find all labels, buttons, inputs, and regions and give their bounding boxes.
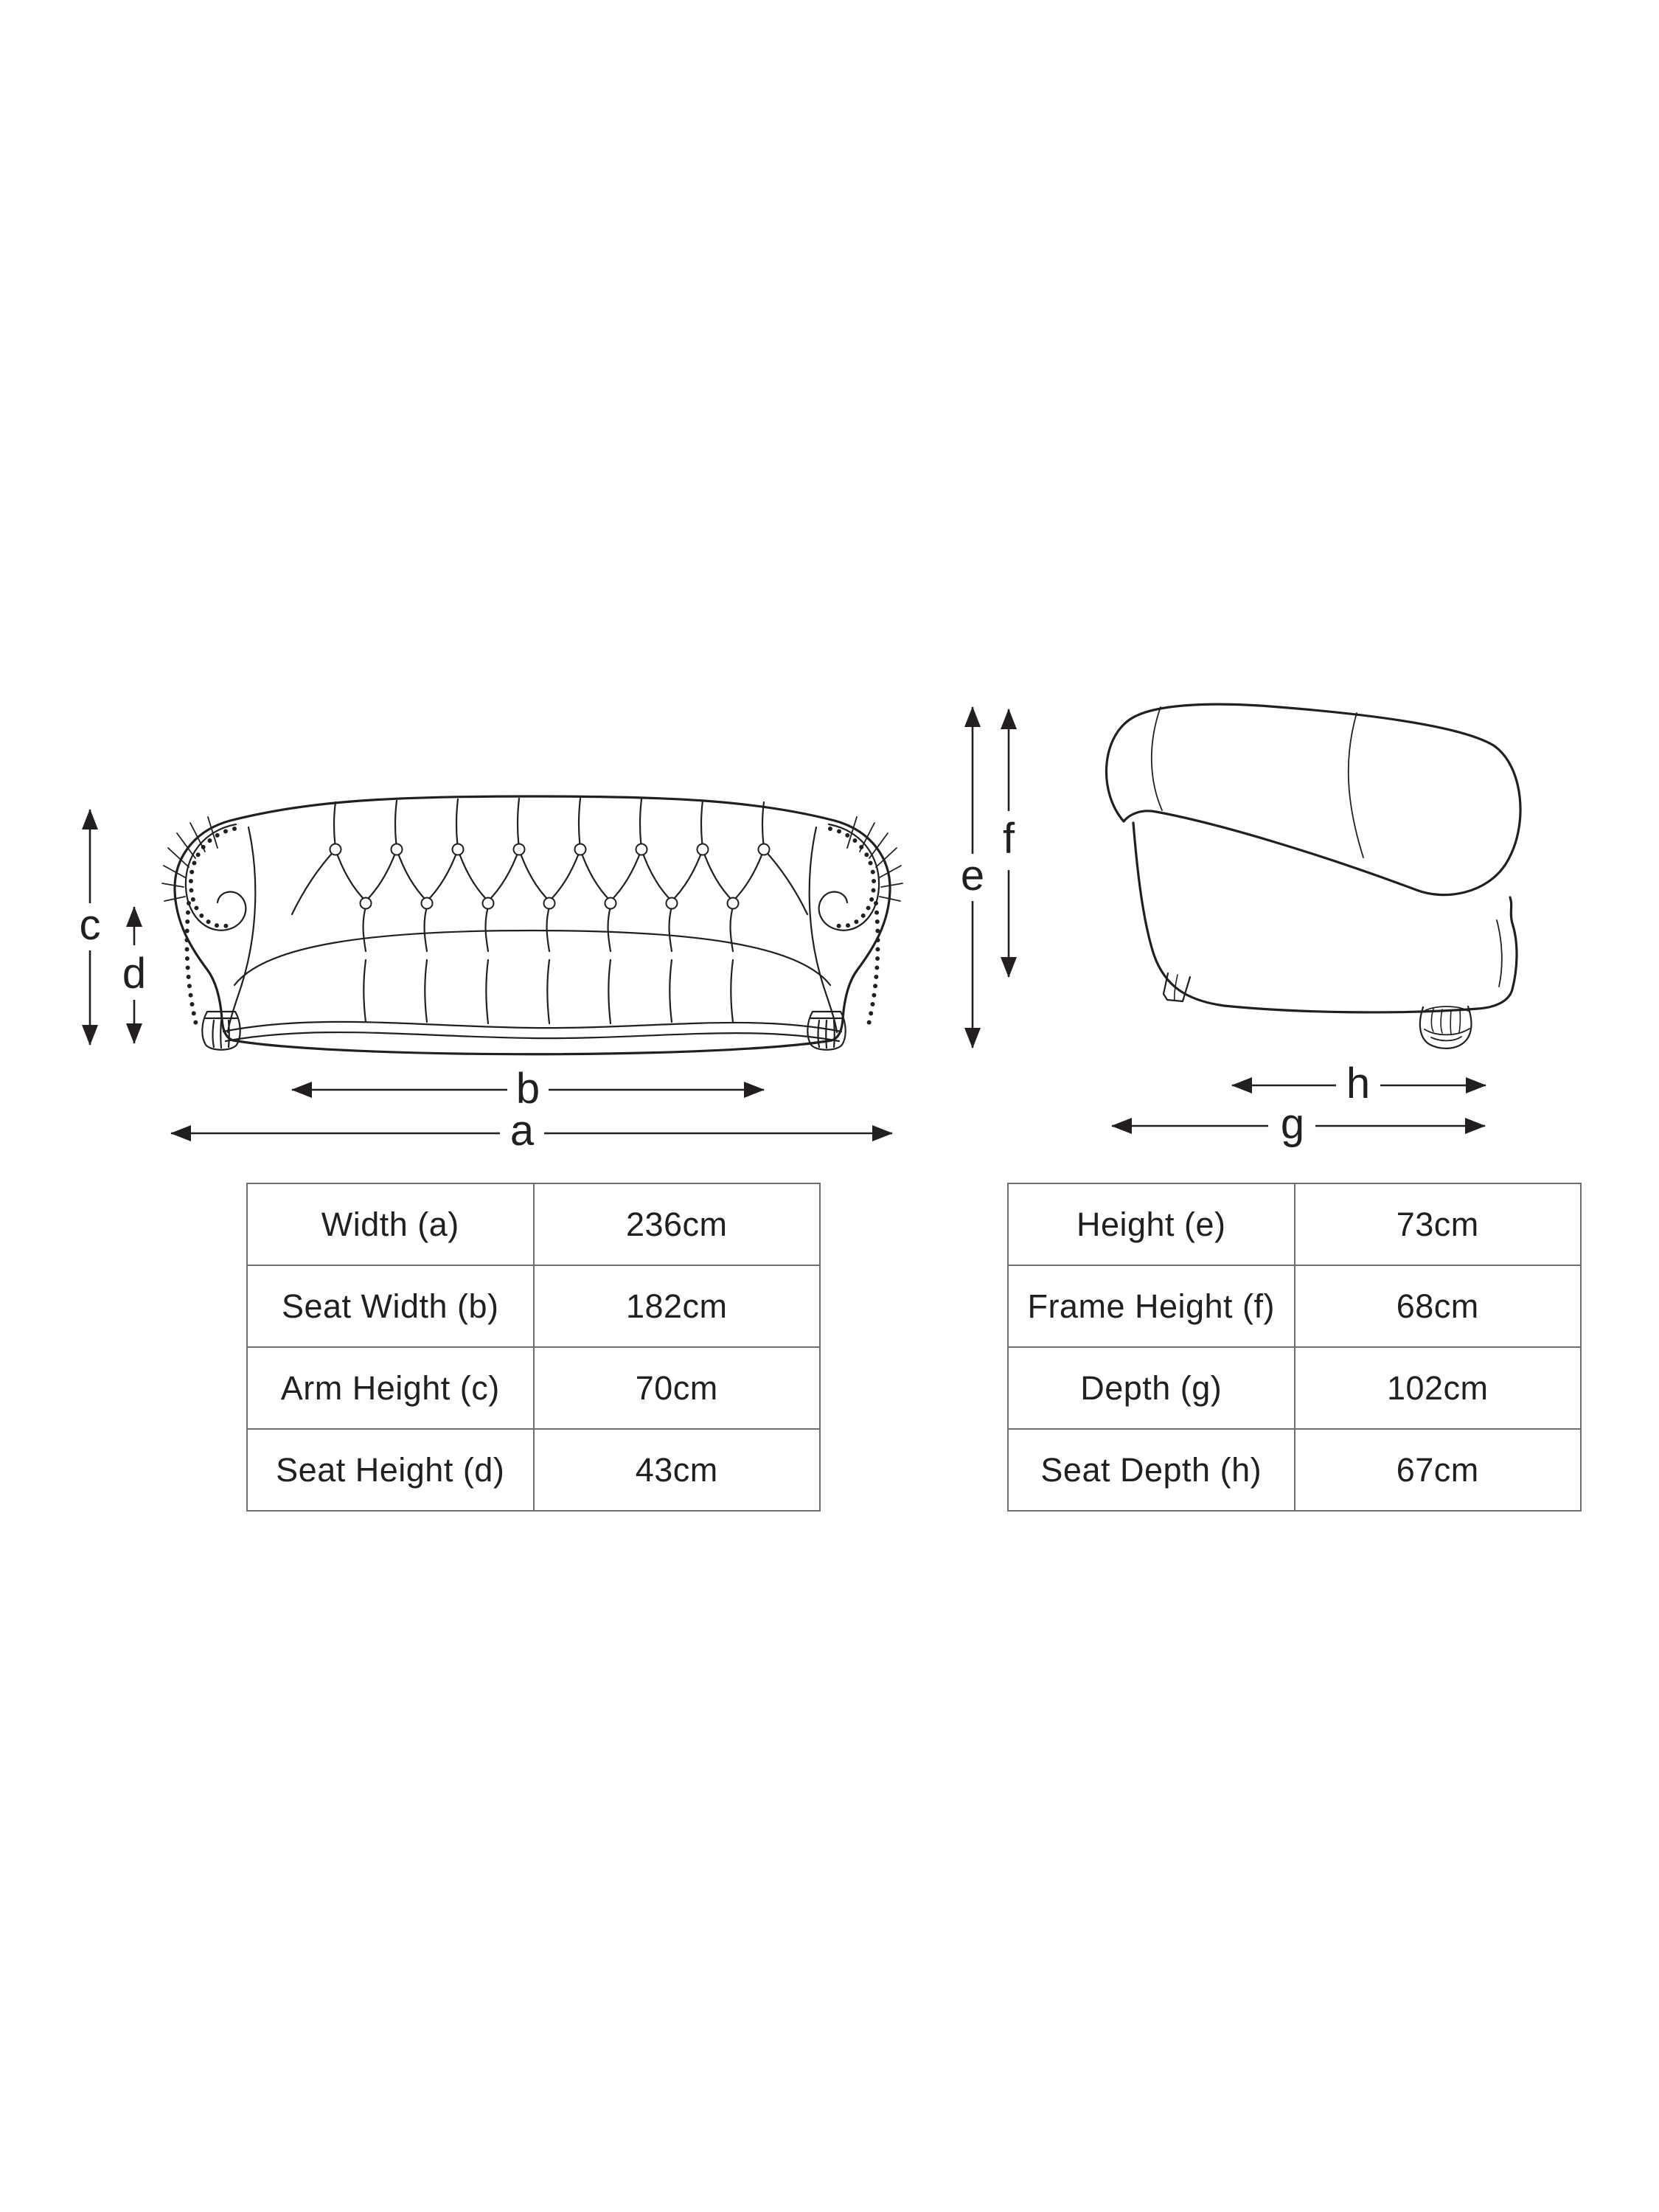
- table-row: [247, 1183, 820, 1265]
- front-outline: [175, 796, 890, 1054]
- dimension-value-cell: 73cm: [1295, 1183, 1582, 1265]
- front-view-feet: [202, 1012, 845, 1050]
- dim-label-e: e: [960, 852, 985, 900]
- seat-cushion-seams: [364, 960, 733, 1023]
- table-row: [1008, 1429, 1581, 1511]
- dimension-label-cell: Seat Height (d): [247, 1429, 534, 1511]
- dimension-arrows: [90, 707, 1486, 1133]
- dim-label-h: h: [1346, 1060, 1371, 1107]
- side-back-roll: [1106, 704, 1520, 894]
- dimension-label-cell: Arm Height (c): [247, 1347, 534, 1429]
- dim-label-b: b: [515, 1065, 540, 1113]
- dimension-label-cell: Frame Height (f): [1008, 1265, 1295, 1347]
- dimension-value-cell: 102cm: [1295, 1347, 1582, 1429]
- dimension-label-cell: Seat Depth (h): [1008, 1429, 1295, 1511]
- side-body-outline: [1133, 823, 1517, 1012]
- sofa-side-view-drawing: [1106, 704, 1520, 1048]
- dimension-label-cell: Width (a): [247, 1183, 534, 1265]
- dimension-label-cell: Seat Width (b): [247, 1265, 534, 1347]
- back-tuft-pleats: [364, 907, 733, 951]
- table-row: [247, 1429, 820, 1511]
- table-row: [1008, 1183, 1581, 1265]
- seat-cushion-top: [234, 931, 830, 985]
- dimension-label-cell: Height (e): [1008, 1183, 1295, 1265]
- dimension-value-cell: 43cm: [534, 1429, 821, 1511]
- front-dimensions-table: [246, 1183, 821, 1512]
- dimension-value-cell: 182cm: [534, 1265, 821, 1347]
- table-row: [247, 1347, 820, 1429]
- dimension-label-cell: Depth (g): [1008, 1347, 1295, 1429]
- dimension-value-cell: 67cm: [1295, 1429, 1582, 1511]
- dimension-value-cell: 236cm: [534, 1183, 821, 1265]
- table-row: [247, 1265, 820, 1347]
- dim-label-f: f: [1002, 815, 1015, 863]
- sofa-front-view-drawing: [162, 796, 902, 1054]
- side-view-bun-foot: [1420, 1006, 1472, 1048]
- dim-label-d: d: [122, 950, 147, 998]
- dimension-value-cell: 68cm: [1295, 1265, 1582, 1347]
- dim-label-a: a: [509, 1107, 535, 1155]
- tuft-buttons: [330, 844, 770, 909]
- dim-label-g: g: [1280, 1100, 1305, 1148]
- dimension-value-cell: 70cm: [534, 1347, 821, 1429]
- back-tuft-upper-seams: [334, 799, 764, 848]
- table-row: [1008, 1265, 1581, 1347]
- side-dimensions-table: [1007, 1183, 1582, 1512]
- dim-label-c: c: [79, 901, 101, 949]
- table-row: [1008, 1347, 1581, 1429]
